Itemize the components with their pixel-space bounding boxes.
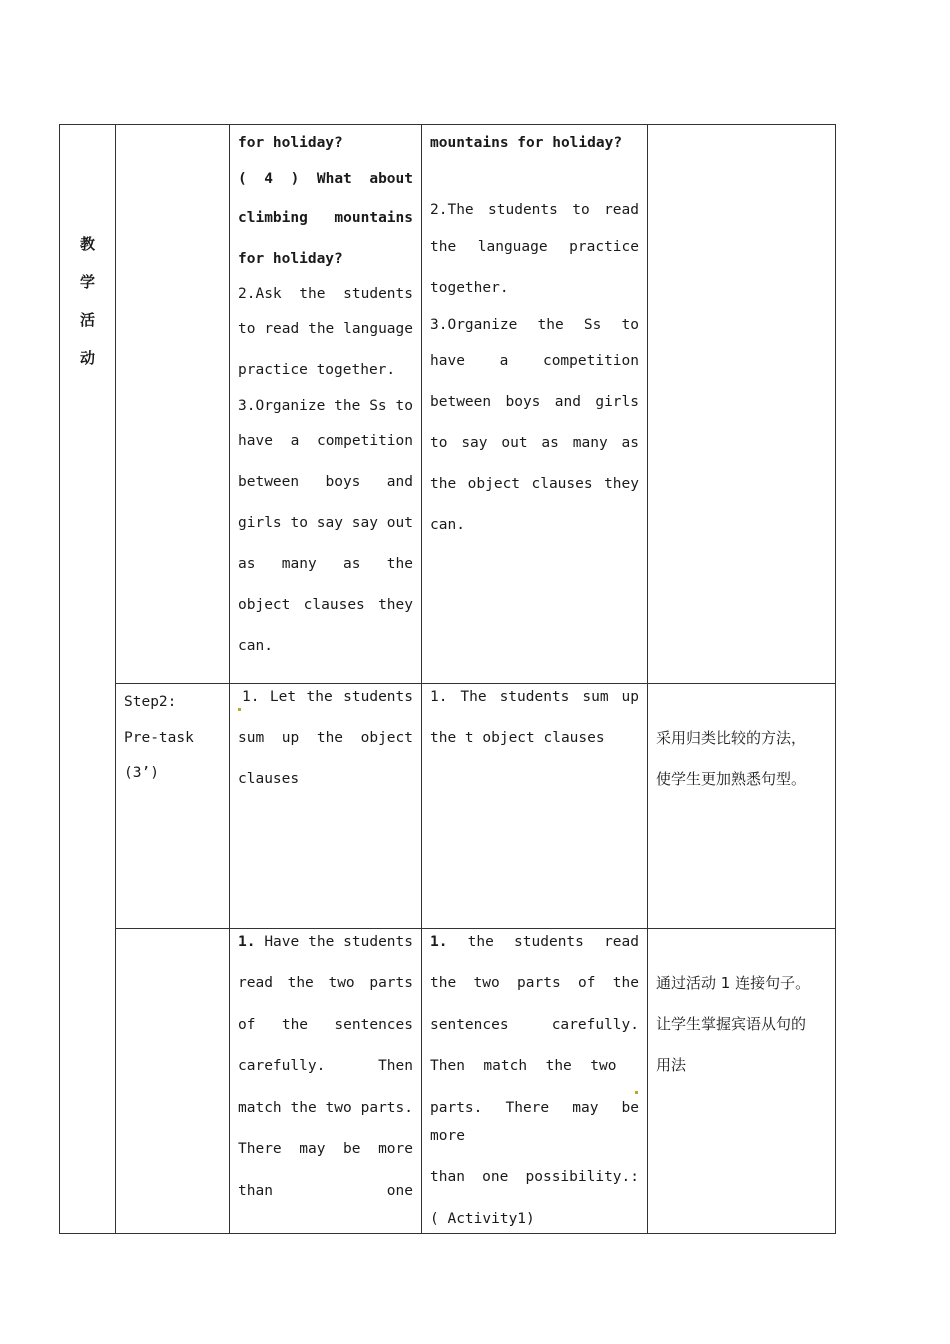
teacher-activity-cell: 1. Let the students sum up the object clauses <box>230 684 422 929</box>
side-label-cell <box>60 125 116 1234</box>
student-activity-cell: 1. the students read the two parts of the sentences carefully. Then match the two parts. There may be more than one possibility.: ( Activity1) <box>422 929 648 1234</box>
table-row-2 <box>60 684 836 929</box>
step-cell <box>116 929 230 1234</box>
item-number: 1. <box>238 934 256 950</box>
teaching-activity-label: 教 学 活 动 <box>79 235 95 367</box>
step-cell: Step2: Pre-task (3’) <box>116 684 230 929</box>
student-activity-cell: 1. The students sum up the t object clauses <box>422 684 648 929</box>
purpose-cell: 采用归类比较的方法， 使学生更加熟悉句型。 <box>648 684 836 929</box>
step-cell <box>116 125 230 684</box>
table-row-1 <box>60 125 836 684</box>
teacher-activity-cell: for holiday? ( 4 ) What about climbing mountains for holiday? 2.Ask the students to read the language practice together. 3.Organize the Ss to have a competition between boys and girls to say say out as many as the object clauses they can. <box>230 125 422 684</box>
teacher-activity-cell: 1. Have the students read the two parts of the sentences carefully. Then match the two parts. There may be more than one <box>230 929 422 1234</box>
purpose-cell: 通过活动 1 连接句子。 让学生掌握宾语从句的 用法 <box>648 929 836 1234</box>
purpose-cell <box>648 125 836 684</box>
item-number: 1. <box>430 934 448 950</box>
table-row-3 <box>60 929 836 1234</box>
lesson-plan-table <box>59 124 836 1234</box>
student-activity-cell: mountains for holiday? 2.The students to read the language practice together. 3.Organize the Ss to have a competition between boys and girls to say out as many as the object clauses they can. <box>422 125 648 684</box>
